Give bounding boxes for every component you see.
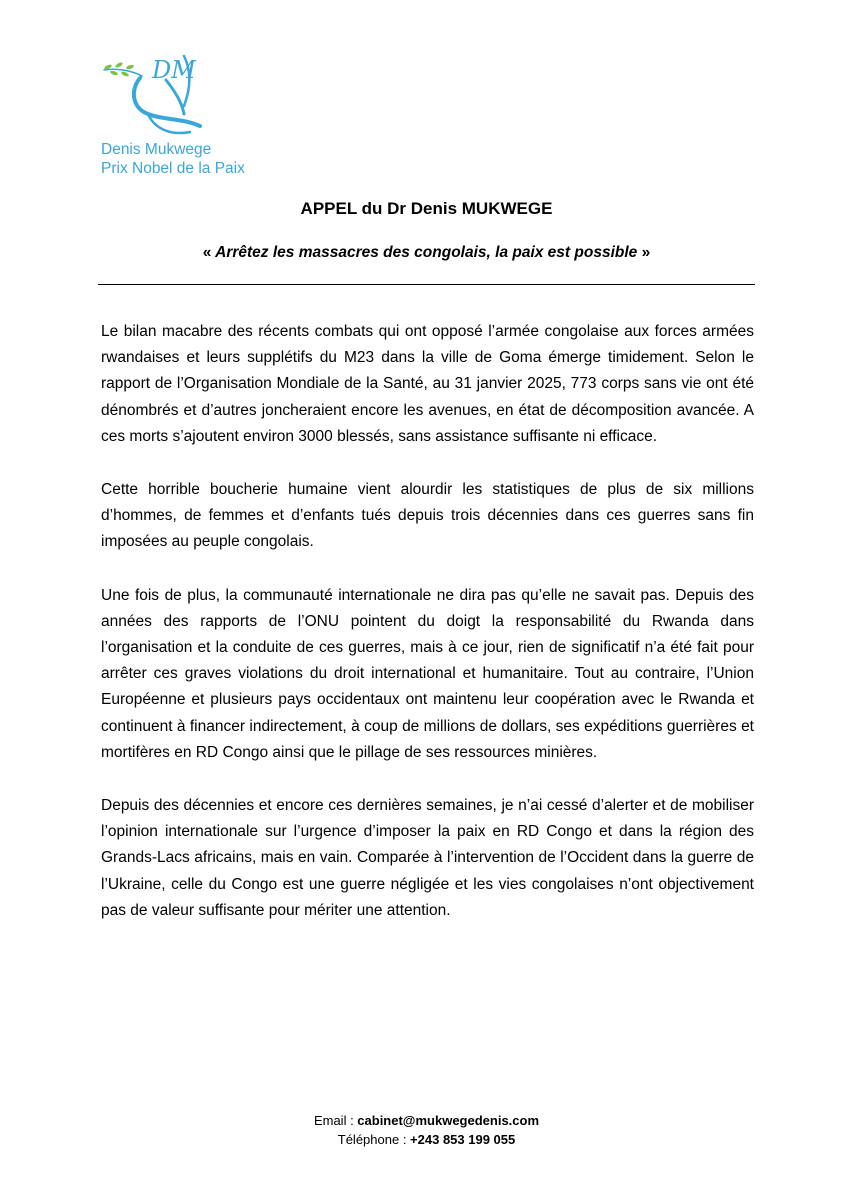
- email-line: [0, 1111, 843, 1130]
- quote-text: Arrêtez les massacres des congolais, la paix est possible: [215, 244, 638, 261]
- phone-label: Téléphone :: [337, 1132, 411, 1147]
- phone-number[interactable]: +243 853 199 055: [410, 1132, 516, 1147]
- dove-logo-icon: [100, 48, 210, 140]
- paragraph-4: Depuis des décennies et encore ces dernières semaines, je n’ai cessé d’alerter et de mobiliser l’opinion internationale sur l’urgence d’imposer la paix en RD Congo et dans la région des Grands-Lacs africains, mais en vain. Comparée à l’intervention de l’Occident dans la guerre de l’Ukraine, celle du Congo est une guerre négligée et les vies congolaises n’ont objectivement pas de valeur suffisante pour mériter une attention.: [101, 797, 754, 919]
- brand-block: [101, 140, 245, 178]
- document-title: APPEL du Dr Denis MUKWEGE: [300, 199, 553, 218]
- document-quote: [0, 244, 843, 262]
- paragraph-2: Cette horrible boucherie humaine vient alourdir les statistiques de plus de six millions d’hommes, de femmes et d’enfants tués depuis trois décennies dans ces guerres sans fin imposées au peuple congolais.: [101, 481, 754, 551]
- contact-footer: [0, 1111, 843, 1149]
- brand-name: Denis Mukwege: [101, 141, 212, 158]
- title-divider: [98, 284, 755, 285]
- email-link[interactable]: cabinet@mukwegedenis.com: [357, 1113, 540, 1128]
- paragraph-1: Le bilan macabre des récents combats qui ont opposé l’armée congolaise aux forces armées rwandaises et leurs supplétifs du M23 dans la ville de Goma émerge timidement. Selon le rapport de l’Organisation Mondiale de la Santé, au 31 janvier 2025, 773 corps sans vie ont été dénombrés et d’autres joncheraient encore les avenues, en état de décomposition avancée. A ces morts s’ajoutent environ 3000 blessés, sans assistance suffisante ni efficace.: [101, 323, 754, 445]
- paragraph-3: Une fois de plus, la communauté internationale ne dira pas qu’elle ne savait pas. Depuis des années des rapports de l’ONU pointent du doigt la responsabilité du Rwanda dans l’organisation et la conduite de ces guerres, mais à ce jour, rien de significatif n’a été fait pour arrêter ces graves violations du droit international et humanitaire. Tout au contraire, l’Union Européenne et plusieurs pays occidentaux ont maintenu leur coopération avec le Rwanda et continuent à financer indirectement, à coup de millions de dollars, ses expéditions guerrières et mortifères en RD Congo ainsi que le pillage de ses ressources minières.: [101, 586, 754, 761]
- phone-line: [0, 1130, 843, 1149]
- document-body: [101, 319, 754, 951]
- email-label: Email :: [313, 1113, 358, 1128]
- logo-monogram: DM: [152, 56, 196, 84]
- brand-subtitle: Prix Nobel de la Paix: [101, 160, 245, 177]
- quote-open: «: [202, 244, 212, 261]
- quote-close: »: [641, 244, 651, 261]
